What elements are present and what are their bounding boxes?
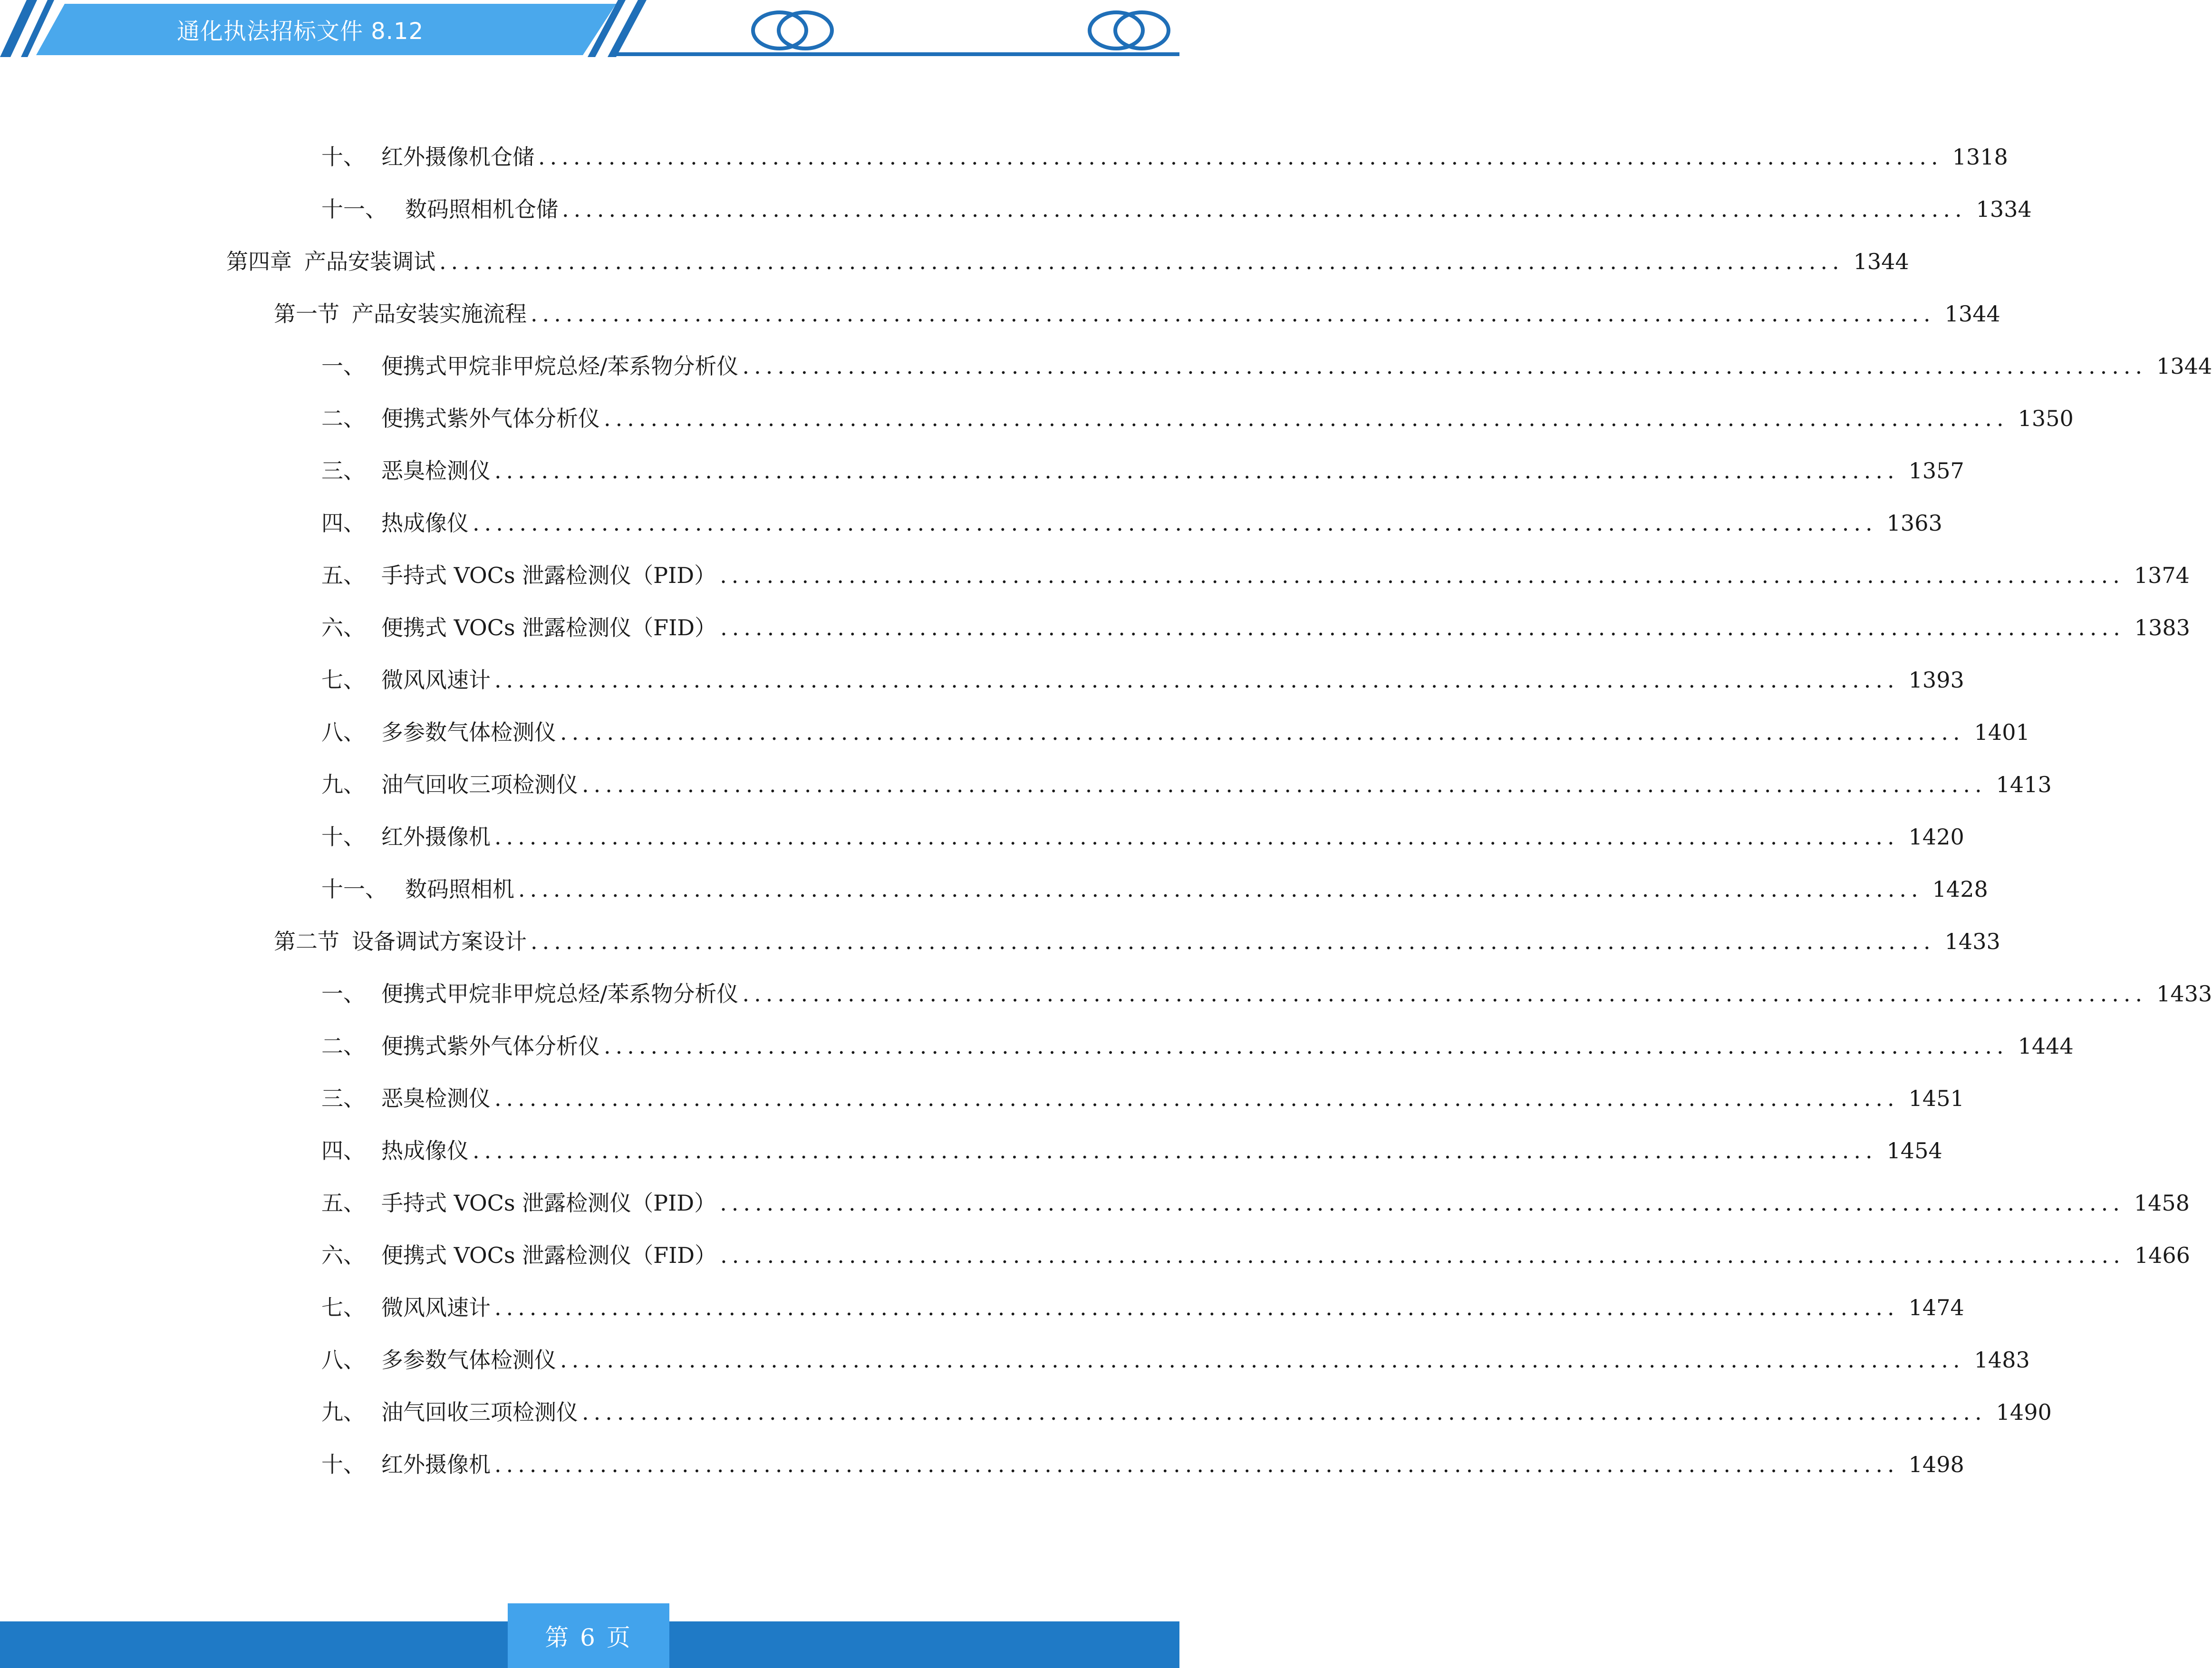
toc-dot-leader: ........................................................................................................................ <box>562 196 1967 222</box>
toc-entry[interactable] <box>321 1341 2030 1379</box>
toc-dot-leader: ........................................................................................................................ <box>720 1190 2125 1216</box>
toc-entry-title: 便携式甲烷非甲烷总烃/苯系物分析仪 <box>381 353 739 379</box>
toc-dot-leader: ........................................................................................................................ <box>494 667 1899 693</box>
toc-entry-page: 1433 <box>1944 929 2000 954</box>
toc-entry-page: 1363 <box>1886 510 1942 536</box>
toc-entry-page: 1357 <box>1908 458 1964 484</box>
toc-entry-title: 微风风速计 <box>381 1295 491 1320</box>
toc-entry-number: 六、 <box>321 1242 365 1268</box>
toc-entry-page: 1420 <box>1908 824 1964 850</box>
toc-entry-title: 手持式 VOCs 泄露检测仪（PID） <box>381 1190 716 1216</box>
toc-entry[interactable] <box>321 1236 2190 1274</box>
toc-entry-title: 便携式 VOCs 泄露检测仪（FID） <box>381 1242 717 1268</box>
toc-entry-page: 1350 <box>2018 406 2074 431</box>
toc-entry[interactable] <box>274 922 2000 960</box>
toc-entry[interactable] <box>321 1132 1942 1170</box>
toc-entry-number: 十一、 <box>321 196 387 222</box>
ring-icon <box>753 12 832 48</box>
toc-dot-leader: ........................................................................................................................ <box>604 1033 2009 1059</box>
toc-entry[interactable] <box>321 1027 2074 1065</box>
toc-entry-number: 一、 <box>321 353 365 379</box>
toc-entry-page: 1451 <box>1908 1086 1964 1111</box>
toc-entry[interactable] <box>321 1289 1964 1327</box>
toc-entry-title: 便携式紫外气体分析仪 <box>381 1033 600 1059</box>
toc-entry[interactable] <box>226 242 1909 281</box>
toc-entry-title: 恶臭检测仪 <box>381 1086 491 1111</box>
toc-entry-page: 1483 <box>1974 1347 2030 1373</box>
toc-entry[interactable] <box>321 399 2074 437</box>
toc-entry[interactable] <box>321 1184 2190 1222</box>
toc-dot-leader: ........................................................................................................................ <box>494 1295 1899 1320</box>
toc-entry-number: 十、 <box>321 144 365 170</box>
toc-entry-title: 红外摄像机 <box>381 1452 491 1477</box>
toc-entry-number: 第二节 <box>274 929 339 954</box>
toc-entry-number: 三、 <box>321 1086 365 1111</box>
toc-dot-leader: ........................................................................................................................ <box>720 1242 2125 1268</box>
toc-entry-number: 五、 <box>321 562 365 588</box>
toc-entry[interactable] <box>321 609 2190 647</box>
header-rule <box>613 52 1179 56</box>
toc-entry-number: 九、 <box>321 1399 365 1425</box>
toc-dot-leader: ........................................................................................................................ <box>560 719 1965 745</box>
toc-entry-title: 多参数气体检测仪 <box>381 719 556 745</box>
toc-entry[interactable] <box>321 138 2008 176</box>
toc-entry-title: 油气回收三项检测仪 <box>381 772 578 797</box>
document-title: 通化执法招标文件 8.12 <box>177 18 424 45</box>
toc-entry[interactable] <box>321 1079 1964 1117</box>
toc-entry-number: 九、 <box>321 772 365 797</box>
toc-dot-leader: ........................................................................................................................ <box>742 353 2147 379</box>
toc-entry-page: 1490 <box>1996 1399 2052 1425</box>
toc-entry-number: 六、 <box>321 615 365 640</box>
toc-entry-page: 1344 <box>1944 301 2000 327</box>
toc-dot-leader: ........................................................................................................................ <box>439 249 1844 274</box>
toc-dot-leader: ........................................................................................................................ <box>473 1138 1877 1164</box>
toc-entry-page: 1413 <box>1996 772 2052 797</box>
toc-entry-page: 1444 <box>2018 1033 2074 1059</box>
toc-entry-title: 便携式 VOCs 泄露检测仪（FID） <box>381 615 717 640</box>
page-number: 第 6 页 <box>508 1603 669 1668</box>
toc-entry-title: 恶臭检测仪 <box>381 458 491 484</box>
toc-entry-page: 1393 <box>1908 667 1964 693</box>
toc-entry-number: 第一节 <box>274 301 339 327</box>
toc-entry[interactable] <box>321 870 1988 908</box>
toc-entry-title: 红外摄像机 <box>381 824 491 850</box>
toc-entry-title: 红外摄像机仓储 <box>381 144 534 170</box>
toc-entry-number: 四、 <box>321 510 365 536</box>
toc-entry[interactable] <box>321 556 2190 594</box>
toc-entry-page: 1498 <box>1908 1452 1964 1477</box>
toc-entry-number: 二、 <box>321 1033 365 1059</box>
toc-entry-page: 1474 <box>1908 1295 1964 1320</box>
toc-entry-title: 热成像仪 <box>381 510 469 536</box>
toc-dot-leader: ........................................................................................................................ <box>742 981 2147 1007</box>
toc-entry-title: 便携式甲烷非甲烷总烃/苯系物分析仪 <box>381 981 739 1007</box>
toc-entry-page: 1318 <box>1952 144 2008 170</box>
toc-entry[interactable] <box>321 452 1964 490</box>
toc-dot-leader: ........................................................................................................................ <box>538 144 1943 170</box>
toc-dot-leader: ........................................................................................................................ <box>494 1086 1899 1111</box>
ring-icon <box>1090 12 1169 48</box>
toc-entry-number: 十一、 <box>321 876 387 902</box>
toc-dot-leader: ........................................................................................................................ <box>494 1452 1899 1477</box>
toc-entry-title: 便携式紫外气体分析仪 <box>381 406 600 431</box>
toc-entry-page: 1344 <box>1853 249 1909 274</box>
toc-entry-page: 1334 <box>1976 196 2032 222</box>
toc-entry-page: 1401 <box>1974 719 2030 745</box>
toc-entry-number: 三、 <box>321 458 365 484</box>
toc-entry-title: 数码照相机仓储 <box>405 196 558 222</box>
toc-dot-leader: ........................................................................................................................ <box>582 1399 1987 1425</box>
toc-entry[interactable] <box>274 295 2000 333</box>
toc-entry-page: 1383 <box>2134 615 2190 640</box>
toc-entry-page: 1374 <box>2134 562 2190 588</box>
toc-dot-leader: ........................................................................................................................ <box>494 824 1899 850</box>
toc-dot-leader: ........................................................................................................................ <box>531 301 1935 327</box>
toc-entry-title: 微风风速计 <box>381 667 491 693</box>
toc-dot-leader: ........................................................................................................................ <box>518 876 1923 902</box>
toc-dot-leader: ........................................................................................................................ <box>473 510 1877 536</box>
toc-entry-number: 二、 <box>321 406 365 431</box>
toc-dot-leader: ........................................................................................................................ <box>494 458 1899 484</box>
toc-entry-page: 1458 <box>2134 1190 2190 1216</box>
toc-entry-number: 四、 <box>321 1138 365 1164</box>
toc-dot-leader: ........................................................................................................................ <box>560 1347 1965 1373</box>
toc-entry[interactable] <box>321 661 1964 699</box>
toc-entry-title: 设备调试方案设计 <box>352 929 527 954</box>
toc-entry[interactable] <box>321 347 2212 385</box>
toc-dot-leader: ........................................................................................................................ <box>720 562 2125 588</box>
toc-entry-number: 八、 <box>321 719 365 745</box>
toc-entry-title: 油气回收三项检测仪 <box>381 1399 578 1425</box>
toc-entry-number: 十、 <box>321 824 365 850</box>
toc-entry-title: 热成像仪 <box>381 1138 469 1164</box>
toc-entry-page: 1344 <box>2156 353 2212 379</box>
toc-dot-leader: ........................................................................................................................ <box>604 406 2009 431</box>
toc-entry[interactable] <box>321 766 2052 804</box>
toc-entry-title: 产品安装调试 <box>304 249 435 274</box>
toc-entry-number: 第四章 <box>226 249 292 274</box>
toc-entry-number: 十、 <box>321 1452 365 1477</box>
toc-entry-number: 一、 <box>321 981 365 1007</box>
toc-entry-title: 手持式 VOCs 泄露检测仪（PID） <box>381 562 716 588</box>
toc-dot-leader: ........................................................................................................................ <box>531 929 1935 954</box>
banner-stripe <box>608 0 647 57</box>
toc-entry-number: 五、 <box>321 1190 365 1216</box>
toc-entry[interactable] <box>321 818 1964 856</box>
toc-entry[interactable] <box>321 713 2030 751</box>
toc-entry-title: 产品安装实施流程 <box>352 301 527 327</box>
toc-entry-number: 七、 <box>321 667 365 693</box>
toc-entry[interactable] <box>321 190 2032 228</box>
toc-entry[interactable] <box>321 975 2212 1013</box>
toc-entry-number: 八、 <box>321 1347 365 1373</box>
toc-entry[interactable] <box>321 504 1942 542</box>
toc-dot-leader: ........................................................................................................................ <box>582 772 1987 797</box>
toc-entry[interactable] <box>321 1393 2052 1431</box>
toc-entry-title: 多参数气体检测仪 <box>381 1347 556 1373</box>
toc-entry-page: 1466 <box>2134 1242 2190 1268</box>
toc-dot-leader: ........................................................................................................................ <box>720 615 2125 640</box>
toc-entry-page: 1428 <box>1932 876 1988 902</box>
toc-entry-title: 数码照相机 <box>405 876 514 902</box>
toc-entry-page: 1433 <box>2156 981 2212 1007</box>
toc-entry-number: 七、 <box>321 1295 365 1320</box>
toc-entry-page: 1454 <box>1886 1138 1942 1164</box>
toc-entry[interactable] <box>321 1445 1964 1484</box>
